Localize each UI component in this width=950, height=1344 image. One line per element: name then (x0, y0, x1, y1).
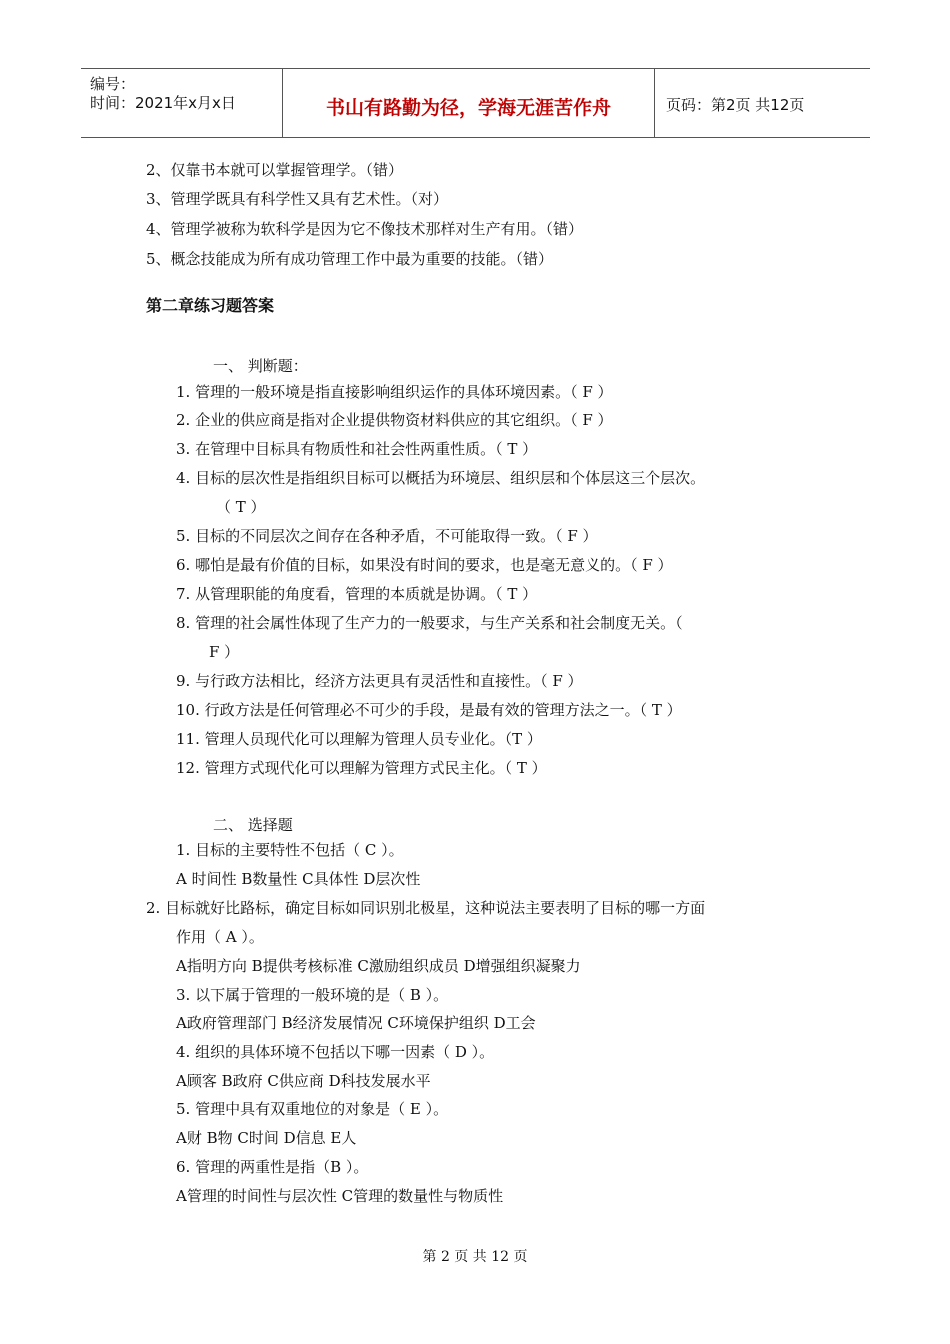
choice-question: 3. 以下属于管理的一般环境的是（ B ）。 (176, 986, 449, 1004)
header-page-cell (655, 69, 870, 137)
choice-options: A顾客 B政府 C供应商 D科技发展水平 (176, 1072, 431, 1090)
judgment-item-cont: F ） (209, 643, 240, 661)
header-motto-cell (283, 69, 655, 137)
intro-item: 3、管理学既具有科学性又具有艺术性。（对） (146, 190, 449, 208)
serial-label: 编号： (90, 75, 136, 93)
section-title-choice: 二、 选择题 (213, 816, 293, 834)
judgment-item: 8. 管理的社会属性体现了生产力的一般要求，与生产关系和社会制度无关。（ (176, 614, 683, 632)
intro-item: 2、仅靠书本就可以掌握管理学。（错） (146, 161, 404, 179)
page-info: 页码：第2页 共12页 (666, 96, 805, 114)
page-footer: 第 2 页 共 12 页 (422, 1249, 528, 1265)
motto: 书山有路勤为径，学海无涯苦作舟 (325, 97, 611, 119)
intro-item: 5、概念技能成为所有成功管理工作中最为重要的技能。（错） (146, 250, 554, 268)
date-label: 时间：2021年x月x日 (90, 94, 236, 112)
judgment-item: 2. 企业的供应商是指对企业提供物资材料供应的其它组织。（ F ） (176, 411, 613, 429)
judgment-item: 5. 目标的不同层次之间存在各种矛盾，不可能取得一致。（ F ） (176, 527, 598, 545)
choice-options: A财 B物 C时间 D信息 E人 (176, 1129, 357, 1147)
choice-question: 4. 组织的具体环境不包括以下哪一因素（ D ）。 (176, 1043, 495, 1061)
choice-question: 1. 目标的主要特性不包括（ C ）。 (176, 841, 404, 859)
judgment-item: 4. 目标的层次性是指组织目标可以概括为环境层、组织层和个体层这三个层次。 (176, 469, 706, 487)
section-title-judgment: 一、 判断题： (213, 357, 308, 375)
page-header (81, 68, 870, 138)
choice-question: 6. 管理的两重性是指（B ）。 (176, 1158, 369, 1176)
choice-question-cont: 作用（ A ）。 (176, 928, 264, 946)
judgment-item: 6. 哪怕是最有价值的目标，如果没有时间的要求，也是毫无意义的。（ F ） (176, 556, 673, 574)
judgment-item-cont: （ T ） (216, 498, 266, 516)
judgment-item: 10. 行政方法是任何管理必不可少的手段，是最有效的管理方法之一。（ T ） (176, 701, 682, 719)
judgment-item: 3. 在管理中目标具有物质性和社会性两重性质。（ T ） (176, 440, 538, 458)
judgment-item: 11. 管理人员现代化可以理解为管理人员专业化。（T ） (176, 730, 542, 748)
choice-options: A指明方向 B提供考核标准 C激励组织成员 D增强组织凝聚力 (176, 957, 581, 975)
choice-question: 5. 管理中具有双重地位的对象是（ E ）。 (176, 1100, 449, 1118)
judgment-item: 9. 与行政方法相比，经济方法更具有灵活性和直接性。（ F ） (176, 672, 583, 690)
choice-options: A 时间性 B数量性 C具体性 D层次性 (176, 870, 421, 888)
choice-question: 2. 目标就好比路标，确定目标如同识别北极星，这种说法主要表明了目标的哪一方面 (146, 899, 706, 917)
chapter-title: 第二章练习题答案 (146, 296, 275, 315)
choice-options: A管理的时间性与层次性 C管理的数量性与物质性 (176, 1187, 504, 1205)
header-info-cell (81, 69, 283, 137)
judgment-item: 12. 管理方式现代化可以理解为管理方式民主化。（ T ） (176, 759, 547, 777)
judgment-item: 1. 管理的一般环境是指直接影响组织运作的具体环境因素。（ F ） (176, 383, 613, 401)
choice-options: A政府管理部门 B经济发展情况 C环境保护组织 D工会 (176, 1014, 536, 1032)
judgment-item: 7. 从管理职能的角度看，管理的本质就是协调。（ T ） (176, 585, 538, 603)
intro-item: 4、管理学被称为软科学是因为它不像技术那样对生产有用。（错） (146, 220, 584, 238)
